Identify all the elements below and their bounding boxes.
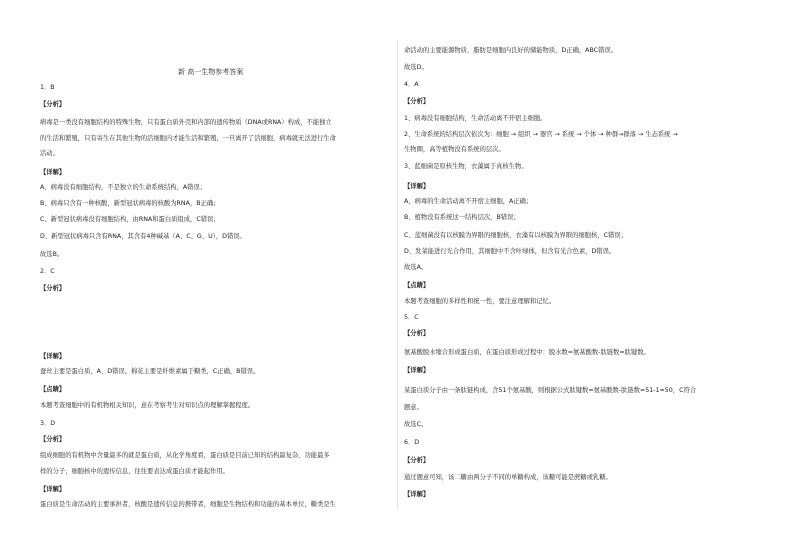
text-line: C、蓝细菌没有以核膜为界限的细胞核，衣藻有以核膜为界限的细胞核，C错误； (404, 232, 627, 239)
text-line: 病毒是一类没有细胞结构的特殊生物，只有蛋白质外壳和内部的遗传物质（DNA或RNA）构成，不能独立 (40, 119, 332, 126)
section-heading: 【详解】 (404, 183, 430, 190)
text-line: 故选C。 (404, 421, 428, 428)
text-line: A、病毒的生命活动离不开宿主细胞，A正确； (404, 198, 533, 205)
text-line: 3．D (40, 420, 56, 427)
section-heading: 【分析】 (40, 285, 66, 292)
text-line: 命活动的主要能源物质，脂肪是细胞内良好的储能物质，D正确，ABC错误。 (404, 47, 617, 54)
page-title: 新 高一生物参考答案 (178, 68, 244, 76)
text-line: 故选D。 (404, 64, 428, 71)
text-line: A、病毒没有细胞结构，不是独立的生命系统结构，A错误； (40, 184, 207, 191)
text-line: 蚕丝主要是蛋白质，A、D错误。棉花主要是纤维素属于糖类，C正确，B错误。 (40, 368, 260, 375)
text-line: 生物圈，高等植物没有系统的层次。 (404, 146, 505, 153)
text-line: 4．A (404, 81, 419, 88)
section-heading: 【分析】 (404, 98, 430, 105)
text-line: 组成细胞的有机物中含量最多的就是蛋白质，从化学角度看，蛋白质是目前已知的结构最复杂、功能最多 (40, 452, 330, 459)
text-line: 2．C (40, 268, 55, 275)
text-line: 故选B。 (40, 251, 64, 258)
section-heading: 【分析】 (404, 457, 430, 464)
text-line: 本题考查细胞中的有机物相关知识，意在考察考生对知识点的理解掌握程度。 (40, 402, 255, 409)
section-heading: 【分析】 (40, 436, 66, 443)
text-line: C、新型冠状病毒没有细胞结构，由RNA和蛋白质组成，C错误； (40, 216, 220, 223)
section-heading: 【详解】 (404, 367, 430, 374)
text-line: 故选A。 (404, 264, 428, 271)
text-line: 2、生命系统的结构层次依次为：细胞 → 组织 → 器官 → 系统 → 个体 → 种群→群落 → 生态系统 → (404, 131, 678, 138)
text-line: 3、蓝细菌是原核生物，衣藻属于真核生物。 (404, 163, 528, 170)
text-line: 1．B (40, 84, 55, 91)
text-line: 的生活和繁殖，只有寄生在其他生物的活细胞内才能生活和繁殖，一旦离开了活细胞，病毒就无法进行生命 (40, 135, 336, 142)
text-line: 5．C (404, 314, 419, 321)
text-line: 某蛋白质分子由一条肽链构成，含51个氨基酸，则根据公式肽键数=氨基酸数-肽链数=51-1=50，C符合 (404, 387, 697, 394)
column-divider (397, 40, 398, 510)
text-line: 题意。 (404, 404, 423, 411)
text-line: 活动。 (40, 150, 59, 157)
section-heading: 【点睛】 (404, 282, 430, 289)
text-line: 蛋白质是生命活动的主要承担者，核酸是遗传信息的携带者，细胞是生物结构和功能的基本单位，糖类是生 (40, 501, 336, 508)
section-heading: 【详解】 (40, 353, 66, 360)
text-line: 样的分子，细胞核中的遗传信息，往往要表达成蛋白质才能起作用。 (40, 468, 229, 475)
section-heading: 【分析】 (404, 330, 430, 337)
section-heading: 【详解】 (40, 486, 66, 493)
section-heading: 【详解】 (404, 491, 430, 498)
text-line: D、新型冠状病毒只含有RNA，其含有4种碱基（A、C、G、U），D错误。 (40, 233, 246, 240)
section-heading: 【详解】 (40, 169, 66, 176)
section-heading: 【点睛】 (40, 386, 66, 393)
section-heading: 【分析】 (40, 101, 66, 108)
text-line: D、发菜能进行光合作用，其细胞中不含叶绿体，但含有光合色素，D错误。 (404, 248, 616, 255)
text-line: 本题考查细胞的多样性和统一性，要注意理解和记忆。 (404, 298, 556, 305)
text-line: B、病毒只含有一种核酸，新型冠状病毒的核酸为RNA，B正确； (40, 200, 220, 207)
text-line: 1、病毒没有细胞结构，生命活动离不开宿主细胞。 (404, 115, 547, 122)
text-line: 通过题意可知，该二糖由两分子不同的单糖构成，该糖可能是蔗糖或乳糖。 (404, 474, 612, 481)
text-line: 氨基酸脱水缩合形成蛋白质，在蛋白质形成过程中：脱水数=氨基酸数-肽链数=肽键数。 (404, 349, 650, 356)
text-line: 6．D (404, 439, 420, 446)
text-line: B、植物没有系统这一结构层次，B错误； (404, 214, 520, 221)
